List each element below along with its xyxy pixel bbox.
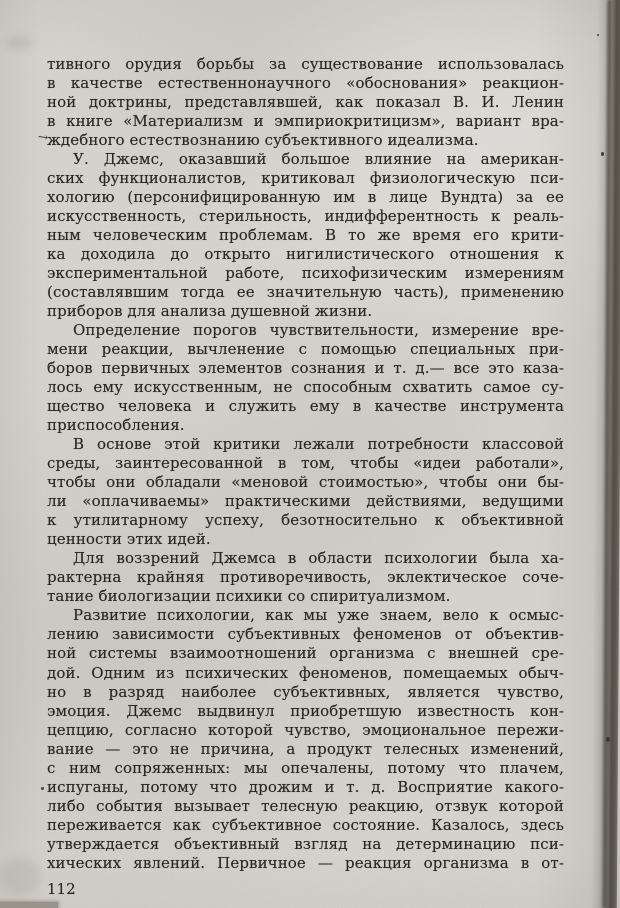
pen-mark-artifact: → <box>37 129 49 145</box>
text-line: цепцию, согласно которой чувство, эмоциональное пережи- <box>47 720 564 739</box>
page-text-block <box>47 55 564 873</box>
text-line: ной системы взаимоотношений организма с внешней сре- <box>47 644 564 663</box>
text-line: ских функционалистов, критиковал физиологическую пси- <box>47 169 564 188</box>
text-line: ждебного естествознанию субъективного идеализма. <box>47 131 479 150</box>
page-number: 112 <box>47 880 76 898</box>
text-line: в книге «Материализм и эмпириокритицизм», вариант вра- <box>47 112 564 131</box>
text-line: к утилитарному успеху, безотносительно к объективной <box>47 511 564 530</box>
scan-speck <box>601 152 604 156</box>
text-line: Определение порогов чувствительности, измерение вре- <box>73 321 564 340</box>
text-line: тивного орудия борьбы за существование использовалась <box>47 55 564 73</box>
ink-speck <box>41 787 44 790</box>
text-line: хических явлений. Первичное — реакция организма в от- <box>47 853 564 872</box>
scan-smudge <box>6 36 32 50</box>
text-line: вание — это не причина, а продукт телесных изменений, <box>47 739 564 758</box>
text-line: Развитие психологии, как мы уже знаем, вело к осмыс- <box>73 606 564 625</box>
text-line: ным человеческим проблемам. В то же время его крити- <box>47 226 564 245</box>
text-line: В основе этой критики лежали потребности классовой <box>73 435 564 454</box>
text-line: мени реакции, вычленение с помощью специальных при- <box>47 340 564 359</box>
text-line: приспособления. <box>47 416 185 435</box>
text-line: но в разряд наиболее субъективных, является чувство, <box>47 682 564 701</box>
text-line: приборов для анализа душевной жизни. <box>47 302 373 321</box>
text-line: ли «оплачиваемы» практическими действиями, ведущими <box>47 492 564 511</box>
text-line: утверждается объективный взгляд на детерминацию пси- <box>47 834 564 853</box>
text-line: среды, заинтересованной в том, чтобы «идеи работали», <box>47 454 564 473</box>
text-line: Для воззрений Джемса в области психологии была ха- <box>73 549 564 568</box>
text-line: дой. Одним из психических феноменов, помещаемых обыч- <box>47 663 564 682</box>
text-line: тание биологизации психики со спиритуализмом. <box>47 587 451 606</box>
scan-speck <box>597 34 599 36</box>
text-line: ной доктрины, представлявшей, как показал В. И. Ленин <box>47 93 564 112</box>
text-line: переживается как субъективное состояние. Казалось, здесь <box>47 815 564 834</box>
text-line: испуганы, потому что дрожим и т. д. Восприятие какого- <box>47 777 564 796</box>
text-line: ка доходила до открыто нигилистического отношения к <box>47 245 564 264</box>
text-line: искусственность, стерильность, индифферентность к реаль- <box>47 207 564 226</box>
text-line: чтобы они обладали «меновой стоимостью», чтобы они бы- <box>47 473 564 492</box>
text-line: (составлявшим тогда ее значительную часть), применению <box>47 283 564 302</box>
text-line: хологию (персонифицированную им в лице Вундта) за ее <box>47 188 564 207</box>
scan-smudge <box>0 858 42 894</box>
text-line: эмоция. Джемс выдвинул приобретшую известность кон- <box>47 701 564 720</box>
text-line: с ним сопряженных: мы опечалены, потому что плачем, <box>47 758 564 777</box>
text-line: либо события вызывает телесную реакцию, отзвук которой <box>47 796 564 815</box>
text-line: боров первичных элементов сознания и т. д.— все это каза- <box>47 359 564 378</box>
bottom-edge-shadow <box>0 902 58 908</box>
scan-speck <box>606 737 610 742</box>
text-line: лось ему искусственным, не способным схватить самое су- <box>47 378 564 397</box>
text-line: в качестве естественнонаучного «обоснования» реакцион- <box>47 74 564 93</box>
text-line: экспериментальной работе, психофизическим измерениям <box>47 264 564 283</box>
text-line: лению зависимости субъективных феноменов от объектив- <box>47 625 564 644</box>
text-line: ценности этих идей. <box>47 530 211 549</box>
text-line: У. Джемс, оказавший большое влияние на американ- <box>73 150 564 169</box>
text-line: щество человека и служить ему в качестве инструмента <box>47 397 564 416</box>
text-line: рактерна крайняя противоречивость, эклектическое соче- <box>47 568 564 587</box>
